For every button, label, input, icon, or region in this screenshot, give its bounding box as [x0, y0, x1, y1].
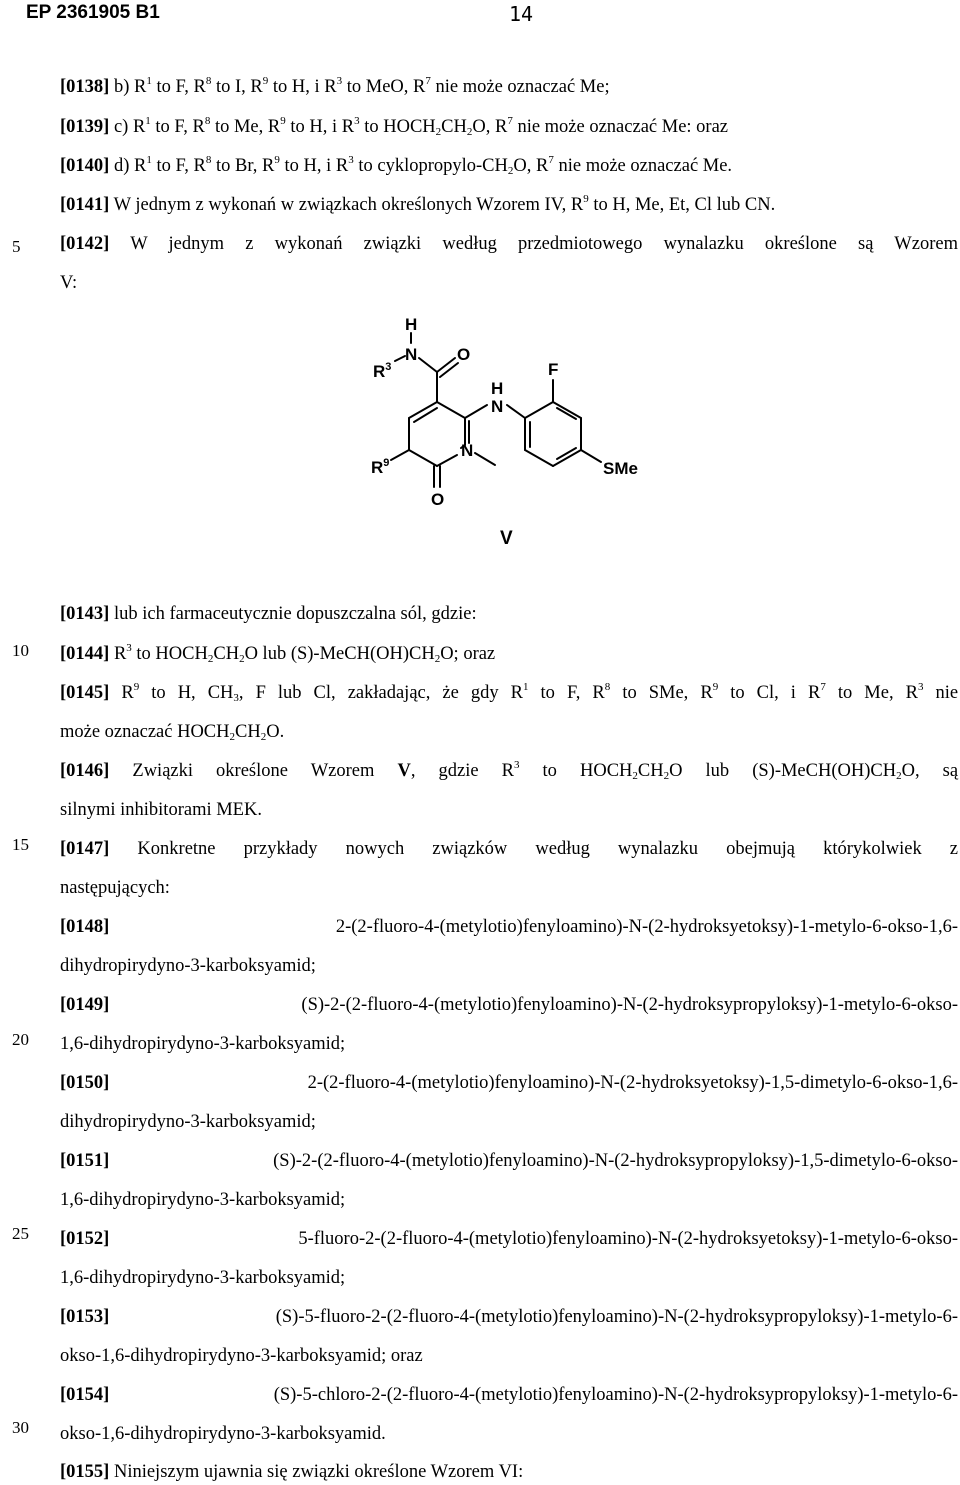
atom-r3: $R^3$ [373, 361, 392, 381]
paragraph-0147-cont: następujących: [60, 878, 170, 898]
line-number: 5 [12, 237, 21, 256]
atom-r9: $R^9$ [371, 457, 390, 477]
paragraph-0155: [0155] Niniejszym ujawnia się związki określone Wzorem VI: [60, 1462, 524, 1482]
paragraph-0142-cont: V: [60, 273, 78, 293]
paragraph-0149-cont: 1,6-dihydropirydyno-3-karboksyamid; [60, 1034, 346, 1054]
paragraph-0143: [0143] lub ich farmaceutycznie dopuszczalna sól, gdzie: [60, 604, 477, 624]
paragraph-0150-cont: dihydropirydyno-3-karboksyamid; [60, 1112, 316, 1132]
patent-id: EP 2361905 B1 [26, 2, 160, 23]
atom-f: F [548, 360, 559, 379]
page-number: 14 [509, 2, 534, 26]
paragraph-0144: [0144] $R^3$ to $HOCH_2CH_2O$ lub $(S)-MeCH(OH)CH_2O$; oraz [60, 642, 496, 665]
atom-n-ring: N [461, 441, 474, 460]
paragraph-0139: [0139] c) $R^1$ to F, $R^8$ to Me, $R^9$ to H, i $R^3$ to $HOCH_2CH_2O$, $R^7$ nie może oznaczać Me: oraz [60, 115, 729, 138]
atom-h-nh: H [491, 379, 504, 398]
atom-n-amide: N [405, 345, 418, 364]
paragraph-0151: [0151] (S)-2-(2-fluoro-4-(metylotio)fenyloamino)-N-(2-hydroksypropyloksy)-1,5-dimetylo-6-okso- [60, 1151, 958, 1171]
atom-n-nh: N [491, 397, 504, 416]
paragraph-0154: [0154] (S)-5-chloro-2-(2-fluoro-4-(metylotio)fenyloamino)-N-(2-hydroksypropyloksy)-1-metylo-6- [60, 1385, 958, 1405]
line-number: 25 [12, 1224, 29, 1243]
paragraph-0146: [0146] Związki określone Wzorem V, gdzie $R^3$ to $HOCH_2CH_2O$ lub $(S)-MeCH(OH)CH_2O$, są [60, 759, 959, 782]
chemical-structure-v [365, 305, 685, 560]
line-number: 30 [12, 1418, 29, 1437]
paragraph-0142: [0142] W jednym z wykonań związki według przedmiotowego wynalazku określone są Wzorem [60, 234, 958, 254]
paragraph-0152: [0152] 5-fluoro-2-(2-fluoro-4-(metylotio)fenyloamino)-N-(2-hydroksyetoksy)-1-metylo-6-okso- [60, 1229, 958, 1249]
paragraph-0154-cont: okso-1,6-dihydropirydyno-3-karboksyamid. [60, 1424, 386, 1444]
paragraph-0153: [0153] (S)-5-fluoro-2-(2-fluoro-4-(metylotio)fenyloamino)-N-(2-hydroksypropyloksy)-1-metylo-6- [60, 1307, 958, 1327]
paragraph-0147: [0147] Konkretne przykłady nowych związków według wynalazku obejmują którykolwiek z [60, 839, 959, 859]
line-number: 15 [12, 835, 29, 854]
line-number: 20 [12, 1030, 29, 1049]
paragraph-0138: [0138] b) $R^1$ to F, $R^8$ to I, $R^9$ to H, i $R^3$ to MeO, $R^7$ nie może oznaczać Me; [60, 75, 610, 97]
line-number: 10 [12, 641, 29, 660]
paragraph-0152-cont: 1,6-dihydropirydyno-3-karboksyamid; [60, 1268, 346, 1288]
atom-o-ring: O [431, 490, 445, 509]
paragraph-0145: [0145] $R^9$ to H, $CH_3$, F lub Cl, zakładając, że gdy $R^1$ to F, $R^8$ to SMe, $R^9$ to Cl, i $R^7$ to Me, $R^3$ nie [60, 681, 959, 704]
paragraph-0145-cont: może oznaczać $HOCH_2CH_2O$. [60, 722, 285, 743]
paragraph-0141: [0141] W jednym z wykonań w związkach określonych Wzorem IV, $R^9$ to H, Me, Et, Cl lub CN. [60, 193, 776, 215]
paragraph-0146-cont: silnymi inhibitorami MEK. [60, 800, 262, 820]
structure-drawing [365, 305, 685, 555]
paragraph-0148: [0148] 2-(2-fluoro-4-(metylotio)fenyloamino)-N-(2-hydroksyetoksy)-1-metylo-6-okso-1,6- [60, 917, 958, 937]
paragraph-0148-cont: dihydropirydyno-3-karboksyamid; [60, 956, 316, 976]
atom-o-amide: O [457, 345, 471, 364]
atom-sme: SMe [603, 459, 638, 478]
paragraph-0149: [0149] (S)-2-(2-fluoro-4-(metylotio)fenyloamino)-N-(2-hydroksypropyloksy)-1-metylo-6-okso- [60, 995, 958, 1015]
paragraph-0153-cont: okso-1,6-dihydropirydyno-3-karboksyamid; oraz [60, 1346, 423, 1366]
figure-label: V [500, 528, 513, 549]
paragraph-0140: [0140] d) $R^1$ to F, $R^8$ to Br, $R^9$ to H, i $R^3$ to cyklopropylo-$CH_2O$, $R^7$ nie może oznaczać Me. [60, 154, 733, 177]
paragraph-0151-cont: 1,6-dihydropirydyno-3-karboksyamid; [60, 1190, 346, 1210]
paragraph-0150: [0150] 2-(2-fluoro-4-(metylotio)fenyloamino)-N-(2-hydroksyetoksy)-1,5-dimetylo-6-okso-1,6- [60, 1073, 958, 1093]
atom-h-amide: H [405, 315, 418, 334]
